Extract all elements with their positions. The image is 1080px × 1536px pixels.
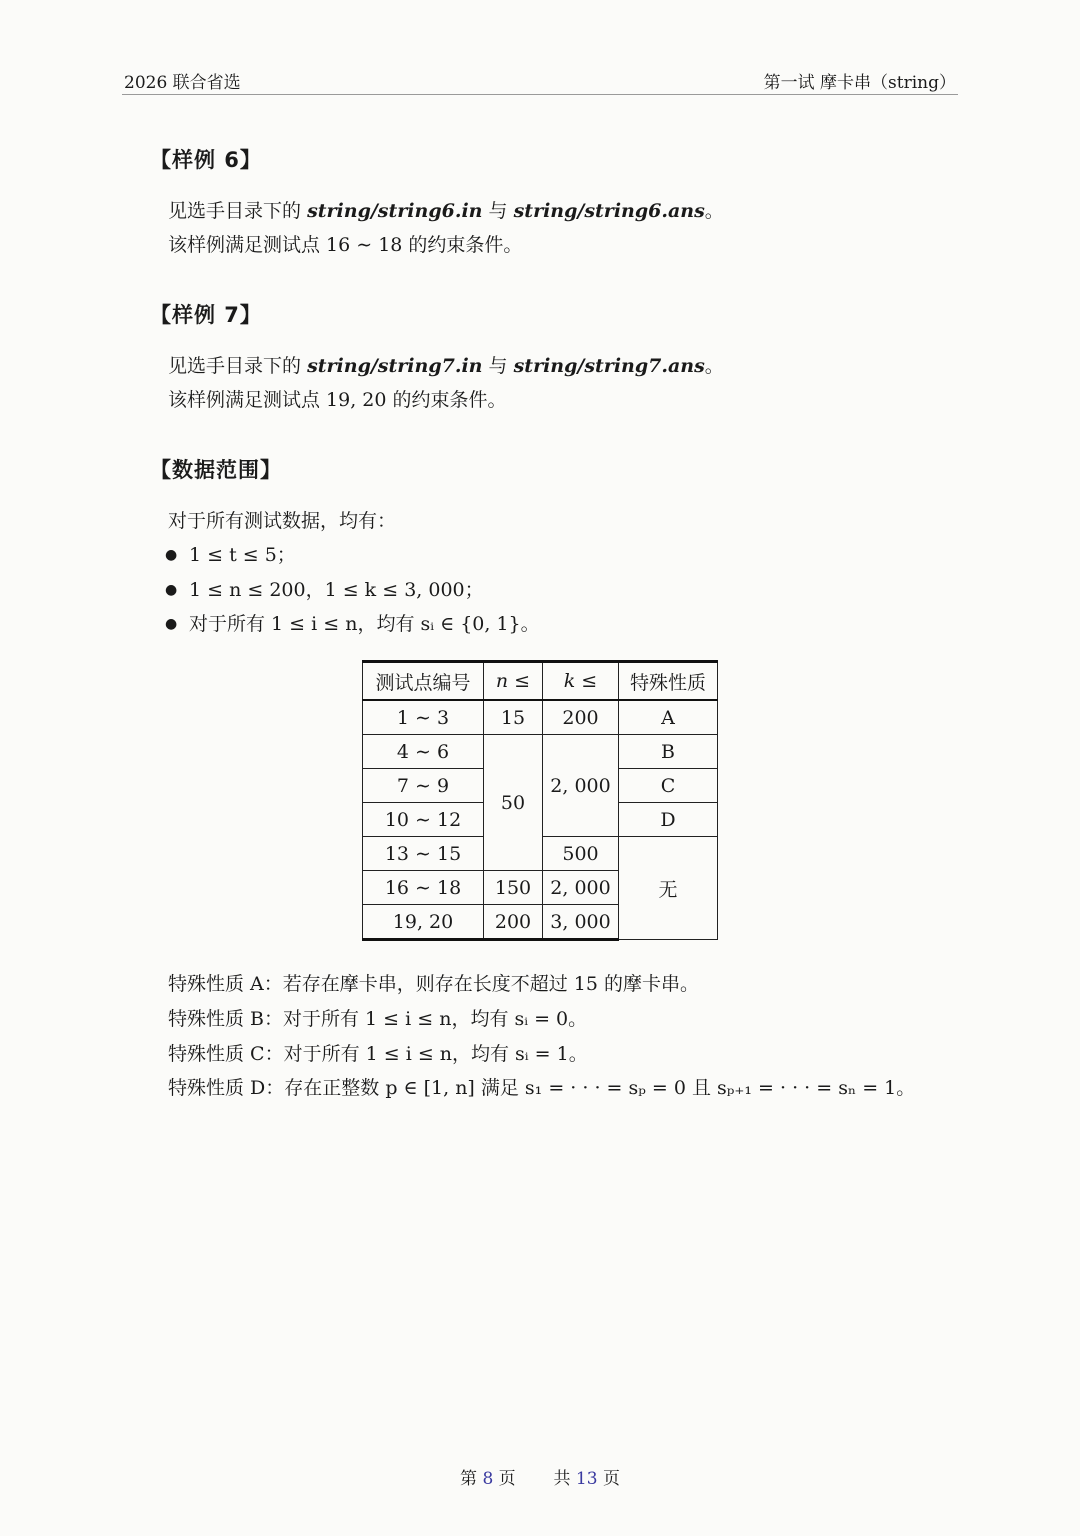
bullet-dot-icon: ● (165, 616, 178, 632)
page-number: 8 (482, 1469, 494, 1489)
table-row: 7 ∼ 9 C (363, 769, 718, 803)
sample7-mid: 与 (488, 355, 508, 377)
sample6-files-line (168, 196, 724, 223)
range-bullet: ● 对于所有 1 ≤ i ≤ n，均有 sᵢ ∈ {0, 1}。 (165, 613, 540, 635)
range-bullet: ● 1 ≤ n ≤ 200，1 ≤ k ≤ 3, 000； (165, 579, 484, 601)
sample6-heading: 【样例 6】 (150, 148, 262, 172)
property-d: 特殊性质 D：存在正整数 p ∈ [1, n] 满足 s₁ = · · · = sₚ = 0 且 sₚ₊₁ = · · · = sₙ = 1。 (168, 1077, 916, 1099)
page-footer: 第 8 页 共 13 页 (460, 1469, 620, 1489)
sample7-prefix: 见选手目录下的 (168, 355, 302, 377)
col-header-testcase: 测试点编号 (363, 662, 484, 701)
sample7-answer-file: string/string7.ans (513, 355, 705, 377)
table-row: 1 ∼ 3 15 200 A (363, 700, 718, 735)
table-row: 10 ∼ 12 D (363, 803, 718, 837)
problem-title: 第一试 摩卡串（string） (763, 73, 956, 93)
sample7-constraint: 该样例满足测试点 19, 20 的约束条件。 (168, 389, 507, 411)
sample7-input-file: string/string7.in (307, 355, 483, 377)
table-row: 19, 20 200 3, 000 (363, 905, 718, 940)
table-header-row (363, 662, 718, 701)
sample6-input-file: string/string6.in (307, 200, 483, 222)
table-row: 16 ∼ 18 150 2, 000 (363, 871, 718, 905)
sample6-constraint: 该样例满足测试点 16 ∼ 18 的约束条件。 (168, 234, 523, 256)
bullet-dot-icon: ● (165, 582, 178, 598)
table-row: 13 ∼ 15 500 无 (363, 837, 718, 871)
sample7-files-line (168, 351, 724, 378)
sample7-end: 。 (704, 355, 724, 377)
contest-name: 2026 联合省选 (124, 73, 241, 93)
col-header-k: k ≤ (543, 662, 619, 701)
data-range-intro: 对于所有测试数据，均有： (168, 510, 397, 532)
sample6-end: 。 (704, 200, 724, 222)
col-header-property: 特殊性质 (619, 662, 718, 701)
property-a: 特殊性质 A：若存在摩卡串，则存在长度不超过 15 的摩卡串。 (168, 973, 700, 995)
subtask-table (362, 660, 718, 941)
sample6-answer-file: string/string6.ans (513, 200, 705, 222)
sample6-prefix: 见选手目录下的 (168, 200, 302, 222)
page-header (122, 66, 958, 95)
total-pages: 13 (575, 1469, 598, 1489)
sample7-heading: 【样例 7】 (150, 303, 262, 327)
data-range-heading: 【数据范围】 (150, 458, 282, 482)
col-header-n: n ≤ (484, 662, 543, 701)
sample6-mid: 与 (488, 200, 508, 222)
property-c: 特殊性质 C：对于所有 1 ≤ i ≤ n，均有 sᵢ = 1。 (168, 1043, 588, 1065)
range-bullet: ● 1 ≤ t ≤ 5； (165, 544, 296, 566)
bullet-dot-icon: ● (165, 547, 178, 563)
property-b: 特殊性质 B：对于所有 1 ≤ i ≤ n，均有 sᵢ = 0。 (168, 1008, 588, 1030)
table-row: 4 ∼ 6 50 2, 000 B (363, 735, 718, 769)
